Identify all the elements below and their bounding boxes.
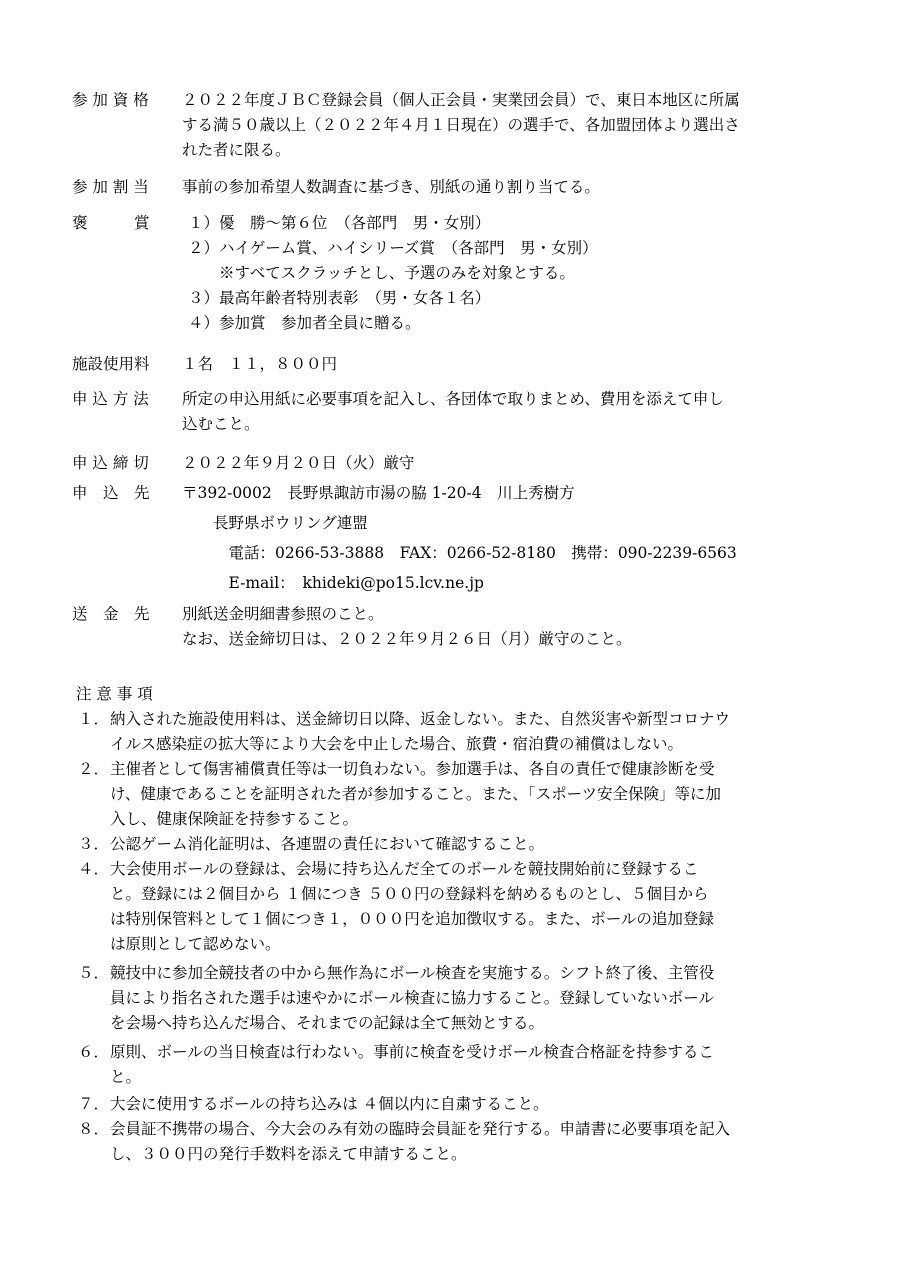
deadline-content [182,451,832,476]
award-line: ※すべてスクラッチとし、予選のみを対象とする。 [188,264,575,282]
deadline-label: 申 込 締 切 [72,454,149,472]
note-body [110,961,830,1036]
note-line: 納入された施設使用料は、送金締切日以降、返金しない。また、自然災害や新型コロナウ [110,710,731,728]
note-line: 主催者として傷害補償責任等は一切負わない。参加選手は、各自の責任で健康診断を受 [110,760,715,778]
allocation-content [182,175,832,200]
note-line: 大会に使用するボールの持ち込みは ４個以内に自粛すること。 [110,1095,549,1113]
facility-fee-value: １名 １１，８００円 [182,355,338,373]
application-method-line: 所定の申込用紙に必要事項を記入し、各団体で取りまとめ、費用を添えて申し [182,390,724,408]
note-line: し、３００円の発行手数料を添えて申請すること。 [110,1145,467,1163]
awards-content [188,211,838,336]
remittance-content [182,602,832,652]
note-line: 員により指名された選手は速やかにボール検査に協力すること。登録していないボール [110,989,714,1007]
note-number: ６． [78,1043,110,1061]
note-number: ２． [78,760,110,778]
eligibility-line: れた者に限る。 [182,141,291,159]
eligibility-line: ２０２２年度ＪＢＣ登録会員（個人正会員・実業団会員）で、東日本地区に所属 [182,91,740,109]
award-line: ２）ハイゲーム賞、ハイシリーズ賞 （各部門 男・女別） [188,239,598,257]
note-number: ３． [78,835,110,853]
application-address-content [182,481,832,601]
note-line: と。 [110,1068,142,1086]
remittance-line: 別紙送金明細書参照のこと。 [182,605,384,623]
note-line: は原則として認めない。 [110,935,281,953]
phone-fax-line: 電話：0266-53-3888 FAX：0266-52-8180 携帯：090-2239-6563 [182,544,737,562]
note-number: ７． [78,1095,110,1113]
facility-fee-content [182,352,832,377]
eligibility-label: 参 加 資 格 [72,91,149,109]
note-line: け、健康であることを証明された者が参加すること。また、「スポーツ安全保険」等に加 [110,785,722,803]
awards-label: 褒 賞 [72,214,150,232]
application-method-content [182,387,832,437]
note-body [110,757,830,832]
note-body [110,1117,830,1167]
note-line: 入し、健康保険証を持参すること。 [110,810,359,828]
note-number: ４． [78,860,110,878]
award-line: １）優 勝～第６位 （各部門 男・女別） [188,214,491,232]
award-line: ３）最高年齢者特別表彰 （男・女各１名） [188,289,491,307]
note-line: は特別保管料として１個につき１，０００円を追加徴収する。また、ボールの追加登録 [110,910,714,928]
facility-fee-label: 施設使用料 [72,355,150,373]
note-body [110,707,830,757]
note-line: 原則、ボールの当日検査は行わない。事前に検査を受けボール検査合格証を持参するこ [110,1043,714,1061]
deadline-value: ２０２２年９月２０日（火）厳守 [182,454,415,472]
note-number: ５． [78,964,110,982]
allocation-label: 参 加 割 当 [72,178,149,196]
allocation-line: 事前の参加希望人数調査に基づき、別紙の通り割り当てる。 [182,178,600,196]
address-line: 〒392-0002 長野県諏訪市湯の脇 1-20-4 川上秀樹方 [182,484,575,502]
eligibility-line: する満５０歳以上（２０２２年４月１日現在）の選手で、各加盟団体より選出さ [182,116,740,134]
note-number: ８． [78,1120,110,1138]
award-line: ４）参加賞 参加者全員に贈る。 [188,314,421,332]
eligibility-content [182,88,832,163]
remittance-label: 送 金 先 [72,605,150,623]
note-body [110,1092,830,1117]
remittance-line: なお、送金締切日は、２０２２年９月２６日（月）厳守のこと。 [182,630,632,648]
note-body [110,857,830,957]
note-line: 大会使用ボールの登録は、会場に持ち込んだ全てのボールを競技開始前に登録するこ [110,860,699,878]
federation-name: 長野県ボウリング連盟 [182,514,368,532]
note-line: イルス感染症の拡大等により大会を中止した場合、旅費・宿泊費の補償はしない。 [110,735,684,753]
note-line: 公認ゲーム消化証明は、各連盟の責任において確認すること。 [110,835,545,853]
application-method-label: 申 込 方 法 [72,390,149,408]
note-line: を会場へ持ち込んだ場合、それまでの記録は全て無効とする。 [110,1014,545,1032]
note-line: 会員証不携帯の場合、今大会のみ有効の臨時会員証を発行する。申請書に必要事項を記入 [110,1120,731,1138]
note-body [110,1040,830,1090]
notes-title: 注 意 事 項 [76,685,153,703]
application-method-line: 込むこと。 [182,415,260,433]
email-line: E-mail： khideki@po15.lcv.ne.jp [182,574,484,592]
note-body [110,832,830,857]
note-number: １． [78,710,110,728]
application-address-label: 申 込 先 [72,484,150,502]
note-line: 競技中に参加全競技者の中から無作為にボール検査を実施する。シフト終了後、主管役 [110,964,715,982]
note-line: と。登録には２個目から １個につき ５００円の登録料を納めるものとし、５個目から [110,885,709,903]
